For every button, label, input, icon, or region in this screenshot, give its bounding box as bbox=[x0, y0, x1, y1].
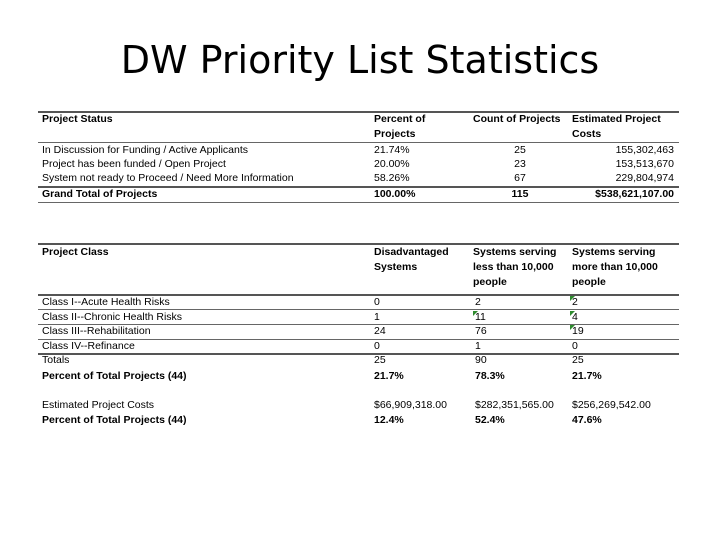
row-more: 2 bbox=[572, 296, 578, 308]
header-more-than: Systems serving more than 10,000 people bbox=[572, 246, 658, 288]
row-status: Project has been funded / Open Project bbox=[42, 158, 226, 170]
row-more: 0 bbox=[572, 340, 578, 352]
header-percent: Percent of Projects bbox=[374, 113, 426, 140]
comment-marker-icon bbox=[570, 296, 575, 301]
comment-marker-icon bbox=[473, 311, 478, 316]
costs-disadvantaged: $66,909,318.00 bbox=[374, 399, 447, 411]
row-count: 67 bbox=[514, 172, 526, 184]
row-status: System not ready to Proceed / Need More Information bbox=[42, 172, 294, 184]
row-disadvantaged: 0 bbox=[374, 340, 380, 352]
percent-label: Percent of Total Projects (44) bbox=[42, 370, 187, 382]
row-cost: 229,804,974 bbox=[615, 172, 674, 184]
grand-total-label: Grand Total of Projects bbox=[42, 188, 158, 200]
header-project-status: Project Status bbox=[42, 113, 113, 125]
row-less: 76 bbox=[475, 325, 487, 337]
row-count: 23 bbox=[514, 158, 526, 170]
row-count: 25 bbox=[514, 144, 526, 156]
totals-less: 90 bbox=[475, 354, 487, 366]
costs-percent-less: 52.4% bbox=[475, 414, 505, 426]
grand-total-count: 115 bbox=[511, 188, 529, 200]
header-disadvantaged: Disadvantaged Systems bbox=[374, 246, 449, 273]
row-more: 4 bbox=[572, 311, 578, 323]
row-more: 19 bbox=[572, 325, 584, 337]
row-class: Class II--Chronic Health Risks bbox=[42, 311, 183, 323]
percent-more: 21.7% bbox=[572, 370, 602, 382]
costs-percent-label: Percent of Total Projects (44) bbox=[42, 414, 187, 426]
slide-title: DW Priority List Statistics bbox=[120, 38, 600, 82]
row-disadvantaged: 24 bbox=[374, 325, 386, 337]
grand-total-percent: 100.00% bbox=[374, 188, 416, 200]
row-less: 2 bbox=[475, 296, 481, 308]
row-disadvantaged: 1 bbox=[374, 311, 380, 323]
row-percent: 20.00% bbox=[374, 158, 410, 170]
row-status: In Discussion for Funding / Active Applicants bbox=[42, 144, 249, 156]
costs-more: $256,269,542.00 bbox=[572, 399, 651, 411]
costs-percent-more: 47.6% bbox=[572, 414, 602, 426]
costs-percent-disadvantaged: 12.4% bbox=[374, 414, 404, 426]
row-disadvantaged: 0 bbox=[374, 296, 380, 308]
totals-more: 25 bbox=[572, 354, 584, 366]
comment-marker-icon bbox=[570, 311, 575, 316]
row-class: Class IV--Refinance bbox=[42, 340, 135, 352]
row-cost: 155,302,463 bbox=[615, 144, 674, 156]
row-cost: 153,513,670 bbox=[615, 158, 674, 170]
row-class: Class III--Rehabilitation bbox=[42, 325, 151, 337]
table-rule bbox=[38, 202, 679, 203]
totals-label: Totals bbox=[42, 354, 70, 366]
header-cost: Estimated Project Costs bbox=[572, 113, 661, 140]
row-less: 1 bbox=[475, 340, 481, 352]
header-less-than: Systems serving less than 10,000 people bbox=[473, 246, 557, 288]
totals-disadvantaged: 25 bbox=[374, 354, 386, 366]
header-project-class: Project Class bbox=[42, 246, 109, 258]
grand-total-cost: $538,621,107.00 bbox=[595, 188, 674, 200]
percent-disadvantaged: 21.7% bbox=[374, 370, 404, 382]
row-less: 11 bbox=[475, 311, 486, 323]
percent-less: 78.3% bbox=[475, 370, 505, 382]
row-percent: 58.26% bbox=[374, 172, 410, 184]
costs-label: Estimated Project Costs bbox=[42, 399, 155, 411]
header-count: Count of Projects bbox=[473, 113, 561, 125]
costs-less: $282,351,565.00 bbox=[475, 399, 554, 411]
row-percent: 21.74% bbox=[374, 144, 410, 156]
row-class: Class I--Acute Health Risks bbox=[42, 296, 170, 308]
comment-marker-icon bbox=[570, 325, 575, 330]
